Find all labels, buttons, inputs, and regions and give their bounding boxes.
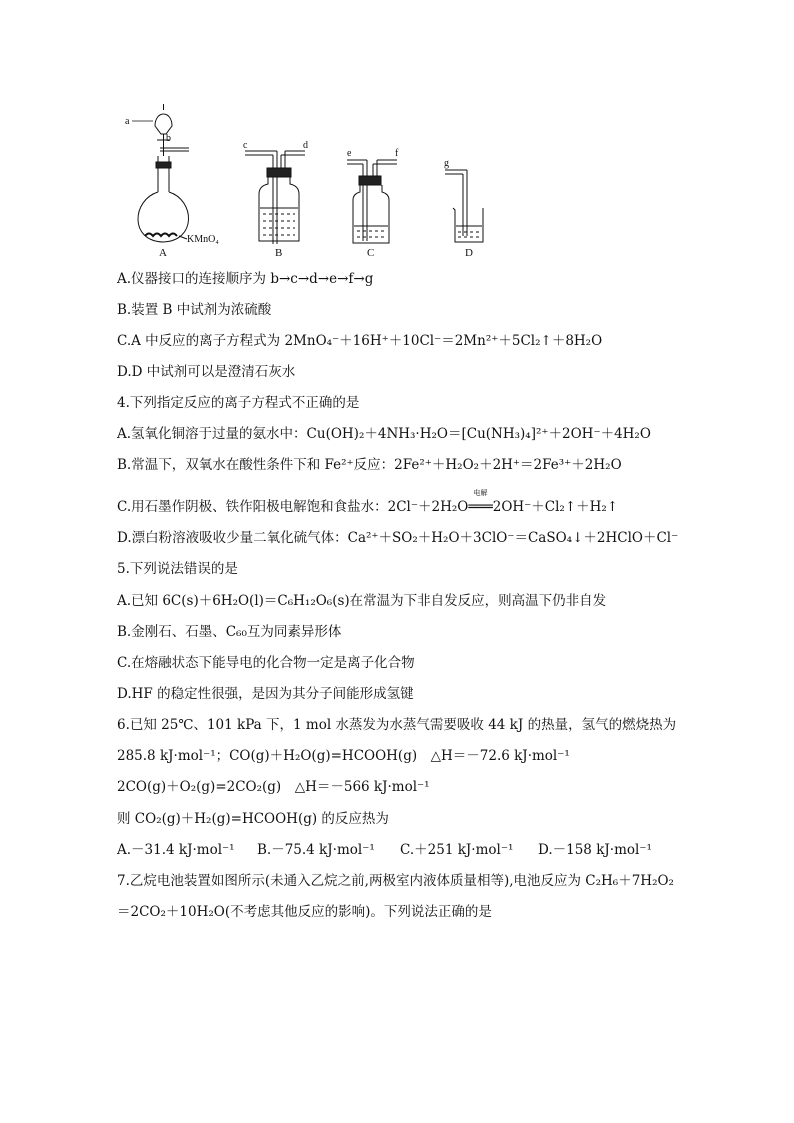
electrolysis-label: 电解 — [473, 489, 488, 497]
q6-option-d: D.－158 kJ·mol⁻¹ — [538, 842, 652, 858]
electrolysis-arrow — [468, 489, 493, 516]
q3-option-d: D.D 中试剂可以是澄清石灰水 — [117, 364, 296, 380]
q5-stem: 5.下列说法错误的是 — [117, 561, 238, 577]
label-f: f — [395, 148, 399, 159]
q6-stem-line2: 285.8 kJ·mol⁻¹；CO(g)＋H₂O(g)=HCOOH(g) △H＝－72.6 kJ·mol⁻¹ — [117, 748, 570, 764]
q5-option-b: B.金刚石、石墨、C₆₀互为同素异形体 — [117, 624, 342, 640]
label-a: a — [125, 116, 130, 127]
electrolysis-sign: ═══ — [468, 499, 493, 515]
label-d: d — [303, 140, 308, 151]
q5-option-c: C.在熔融状态下能导电的化合物一定是离子化合物 — [117, 655, 415, 671]
label-e: e — [347, 148, 352, 159]
q6-option-b: B.－75.4 kJ·mol⁻¹ — [257, 842, 375, 858]
q7-stem-line1: 7.乙烷电池装置如图所示(未通入乙烷之前,两极室内液体质量相等),电池反应为 C₂H₆＋7H₂O₂ — [117, 873, 674, 889]
q4-option-c — [117, 489, 619, 516]
q5-option-d: D.HF 的稳定性很强，是因为其分子间能形成氢键 — [117, 686, 414, 702]
q5-option-a: A.已知 6C(s)＋6H₂O(l)＝C₆H₁₂O₆(s)在常温为下非自发反应，则高温下仍非自发 — [117, 593, 607, 609]
q4-option-c-suffix: 2OH⁻＋Cl₂↑＋H₂↑ — [492, 499, 619, 515]
apparatus-figure — [117, 96, 497, 266]
q3-option-a: A.仪器接口的连接顺序为 b→c→d→e→f→g — [117, 271, 374, 287]
apparatus-diagram — [117, 96, 497, 266]
q4-stem: 4.下列指定反应的离子方程式不正确的是 — [117, 395, 360, 411]
label-kmno4: KMnO₄ — [187, 234, 219, 245]
q6-question: 则 CO₂(g)＋H₂(g)=HCOOH(g) 的反应热为 — [117, 811, 389, 827]
q7-stem-line2: ＝2CO₂＋10H₂O(不考虑其他反应的影响)。下列说法正确的是 — [117, 904, 492, 920]
caption-d: D — [465, 247, 473, 259]
q3-option-c: C.A 中反应的离子方程式为 2MnO₄⁻＋16H⁺＋10Cl⁻＝2Mn²⁺＋5Cl₂↑＋8H₂O — [117, 333, 603, 349]
q6-option-a: A.－31.4 kJ·mol⁻¹ — [117, 842, 235, 858]
q4-option-b: B.常温下，双氧水在酸性条件下和 Fe²⁺反应：2Fe²⁺＋H₂O₂＋2H⁺＝2Fe³⁺＋2H₂O — [117, 457, 622, 473]
caption-a: A — [159, 247, 167, 259]
q3-option-b: B.装置 B 中试剂为浓硫酸 — [117, 302, 272, 318]
q4-option-a: A.氢氧化铜溶于过量的氨水中：Cu(OH)₂＋4NH₃·H₂O＝[Cu(NH₃)₄]²⁺＋2OH⁻＋4H₂O — [117, 426, 651, 442]
q6-stem-line1: 6.已知 25℃、101 kPa 下，1 mol 水蒸发为水蒸气需要吸收 44 kJ 的热量，氢气的燃烧热为 — [117, 717, 677, 733]
caption-c: C — [367, 247, 375, 259]
label-g: g — [444, 158, 449, 169]
q4-option-d: D.漂白粉溶液吸收少量二氧化硫气体：Ca²⁺＋SO₂＋H₂O＋3ClO⁻＝CaSO₄↓＋2HClO＋Cl⁻ — [117, 530, 679, 546]
label-b: b — [166, 133, 171, 144]
q6-stem-line3: 2CO(g)＋O₂(g)=2CO₂(g) △H＝－566 kJ·mol⁻¹ — [117, 779, 430, 795]
q6-option-c: C.＋251 kJ·mol⁻¹ — [400, 842, 514, 858]
label-c: c — [243, 140, 248, 151]
caption-b: B — [275, 247, 283, 259]
q4-option-c-prefix: C.用石墨作阴极、铁作阳极电解饱和食盐水：2Cl⁻＋2H₂O — [117, 499, 469, 515]
